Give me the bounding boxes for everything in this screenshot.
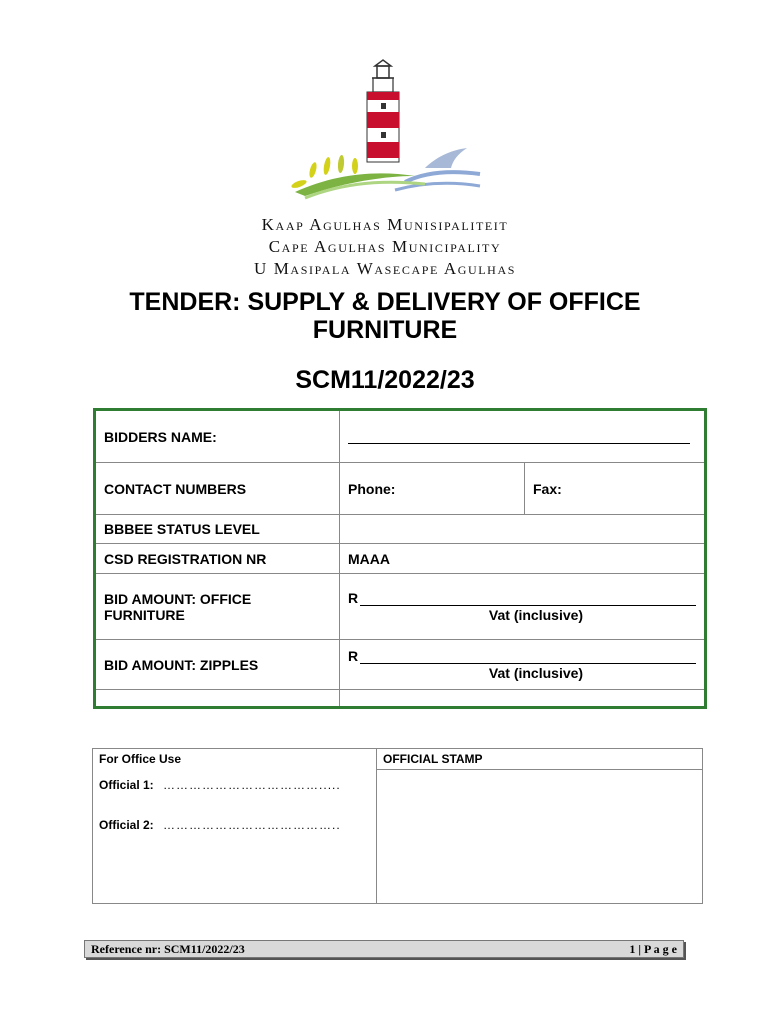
csd-label: CSD REGISTRATION NR — [95, 544, 340, 574]
municipality-logo — [275, 58, 485, 208]
official1-dots: ………………………………..... — [163, 778, 341, 792]
lighthouse-icon — [367, 60, 399, 162]
official-stamp-heading: OFFICIAL STAMP — [377, 749, 703, 770]
office-use-heading: For Office Use — [99, 752, 182, 766]
vat-note: Vat (inclusive) — [488, 607, 584, 623]
official2-label: Official 2: — [99, 818, 154, 832]
bid-amount-zipples-label: BID AMOUNT: ZIPPLES — [95, 640, 340, 690]
bid-amount-office-field[interactable] — [340, 574, 706, 640]
phone-field[interactable] — [340, 463, 525, 515]
page-footer — [84, 940, 684, 958]
currency-prefix: R — [348, 590, 359, 606]
official-stamp-area — [377, 770, 703, 904]
contact-numbers-label: CONTACT NUMBERS — [95, 463, 340, 515]
empty-cell — [340, 690, 706, 708]
vat-note: Vat (inclusive) — [488, 665, 584, 681]
office-use-table — [92, 748, 703, 904]
bid-amount-office-label: BID AMOUNT: OFFICE FURNITURE — [95, 574, 340, 640]
currency-prefix: R — [348, 648, 359, 664]
official2-row[interactable] — [99, 818, 370, 832]
csd-field[interactable]: MAAA — [340, 544, 706, 574]
phone-label: Phone: — [348, 480, 396, 497]
bbbee-field[interactable] — [340, 515, 706, 544]
municipality-name-afrikaans: Kaap Agulhas Munisipaliteit — [261, 215, 509, 234]
bid-amount-zipples-field[interactable] — [340, 640, 706, 690]
municipality-name-xhosa: U Masipala Wasecape Agulhas — [253, 259, 516, 278]
fax-label: Fax: — [533, 480, 562, 497]
municipality-name-english: Cape Agulhas Municipality — [268, 237, 502, 256]
official1-row[interactable] — [99, 778, 370, 792]
tender-reference: SCM11/2022/23 — [295, 366, 475, 394]
footer-reference: Reference nr: SCM11/2022/23 — [91, 941, 245, 956]
footer-page-number: 1 | P a g e — [629, 941, 677, 956]
tender-title-line2: FURNITURE — [312, 316, 458, 344]
office-use-section — [93, 749, 377, 904]
empty-cell — [95, 690, 340, 708]
bidders-name-field[interactable] — [340, 410, 706, 463]
bid-details-table — [93, 408, 707, 709]
bbbee-label: BBBEE STATUS LEVEL — [95, 515, 340, 544]
fax-field[interactable] — [525, 463, 706, 515]
grass-icon — [290, 155, 425, 198]
official1-label: Official 1: — [99, 778, 154, 792]
official2-dots: ………………………………….. — [163, 818, 341, 832]
tender-title-line1: TENDER: SUPPLY & DELIVERY OF OFFICE — [129, 288, 641, 316]
bidders-name-label: BIDDERS NAME: — [95, 410, 340, 463]
